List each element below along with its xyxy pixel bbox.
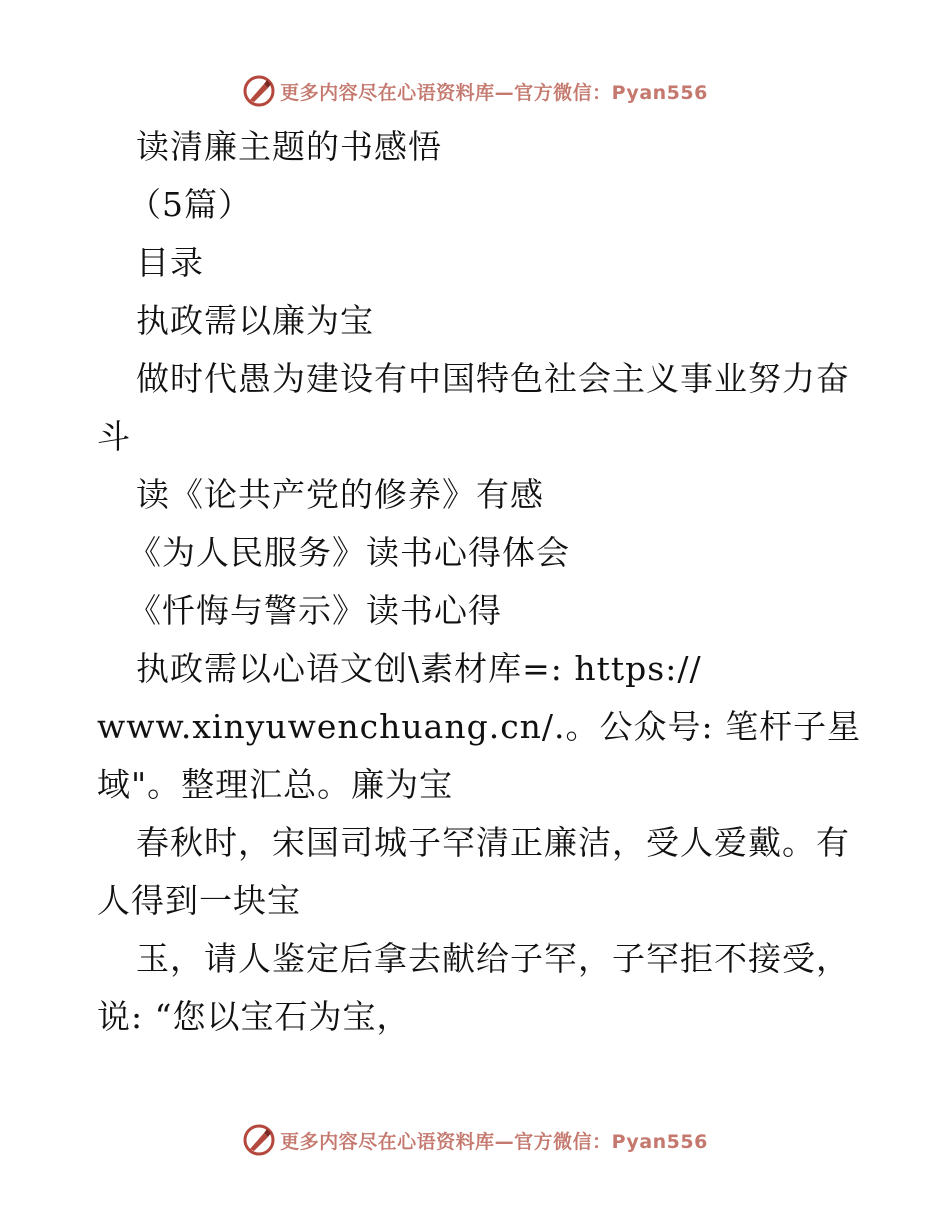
toc-heading: 目录 <box>136 243 204 282</box>
paragraph-line: 域"。整理汇总。廉为宝 <box>97 765 454 804</box>
toc-item: 《为人民服务》读书心得体会 <box>128 533 570 572</box>
banner-text: 更多内容尽在心语资料库—官方微信：Pyan556 <box>280 81 708 104</box>
pen-logo-icon <box>242 74 276 108</box>
paragraph-line: 人得到一块宝 <box>97 881 301 920</box>
pen-logo-icon <box>242 1123 276 1157</box>
toc-item-continued: 斗 <box>97 417 131 456</box>
doc-subtitle: （5篇） <box>128 185 252 224</box>
toc-item: 读《论共产党的修养》有感 <box>136 475 544 514</box>
paragraph-line: 玉，请人鉴定后拿去献给子罕，子罕拒不接受， <box>136 939 850 978</box>
toc-item: 《忏悔与警示》读书心得 <box>128 591 502 630</box>
banner-text: 更多内容尽在心语资料库—官方微信：Pyan556 <box>280 1130 708 1153</box>
toc-item: 执政需以廉为宝 <box>136 301 374 340</box>
paragraph-line: 春秋时，宋国司城子罕清正廉洁，受人爱戴。有 <box>136 823 850 862</box>
paragraph-line: www.xinyuwenchuang.cn/.。公众号: 笔杆子星 <box>97 707 862 746</box>
header-banner <box>0 71 950 111</box>
toc-item: 做时代愚为建设有中国特色社会主义事业努力奋 <box>136 359 850 398</box>
paragraph-line: 说: “您以宝石为宝， <box>97 997 411 1036</box>
doc-title: 读清廉主题的书感悟 <box>136 127 442 166</box>
paragraph-line: 执政需以心语文创\素材库=: https:// <box>136 649 702 688</box>
document-body <box>97 118 862 1046</box>
footer-banner <box>0 1120 950 1160</box>
